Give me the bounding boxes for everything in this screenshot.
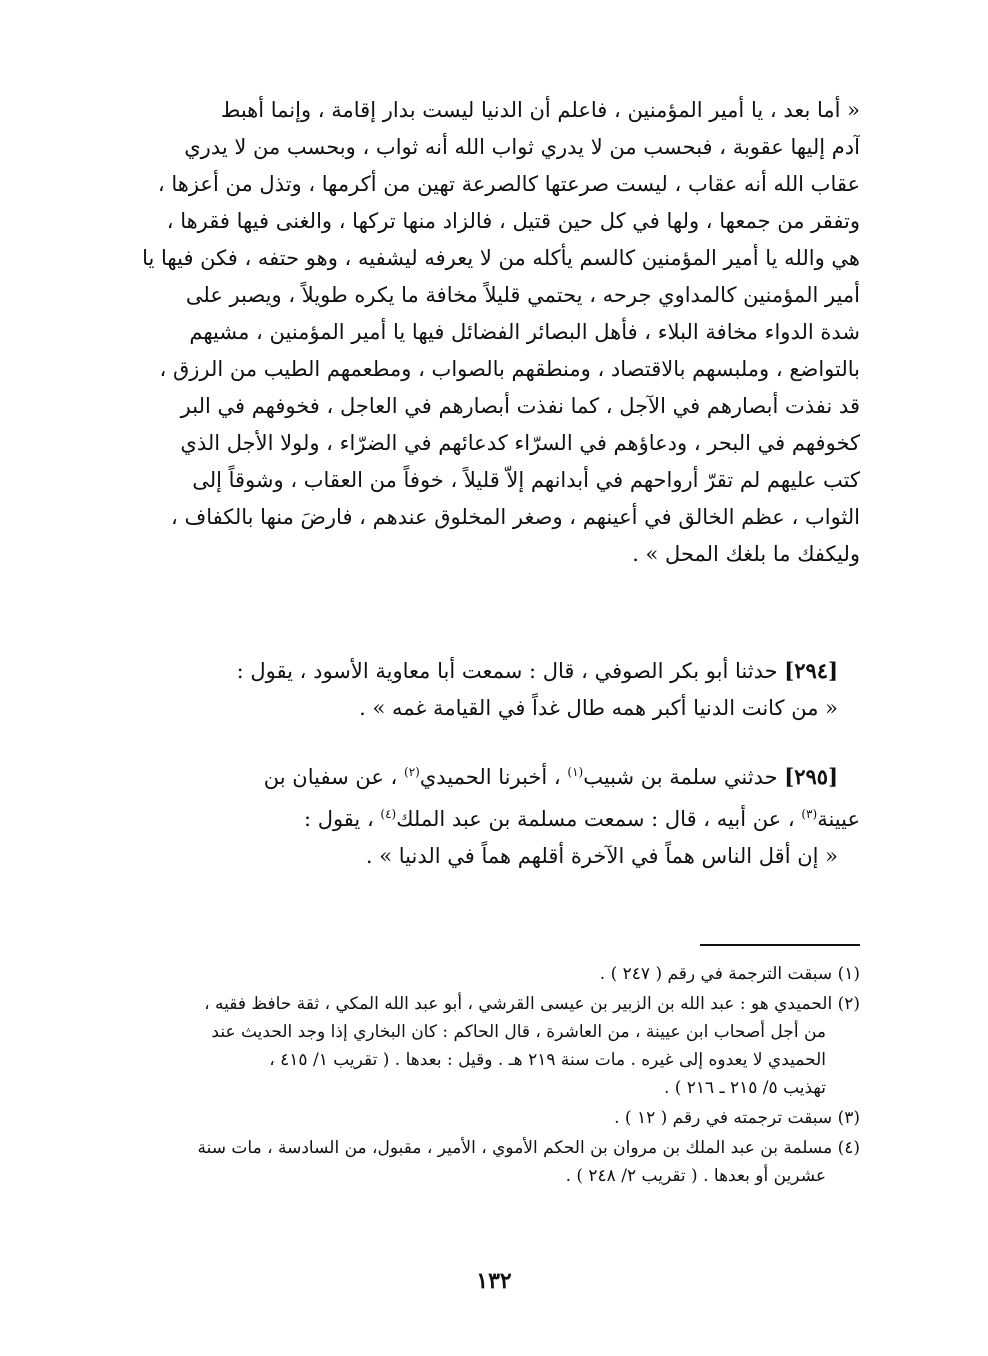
text-line: الثواب ، عظم الخالق في أعينهم ، وصغر المخلوق عندهم ، فارضَ منها بالكفاف ، — [171, 505, 860, 529]
report-295 — [128, 754, 860, 875]
footnote-2-continued: من أجل أصحاب ابن عيينة ، من العاشرة ، قال الحاكم : كان البخاري إذا وجد الحديث عند — [211, 1022, 826, 1042]
report-number: [٢٩٤] — [784, 658, 838, 683]
footnote-4-continued: عشرين أو بعدها . ( تقريب ٢/ ٢٤٨ ) . — [565, 1166, 826, 1186]
text-line: بالتواضع ، وملبسهم بالاقتصاد ، ومنطقهم بالصواب ، ومطعمهم الطيب من الرزق ، — [159, 357, 860, 381]
chain-segment: ، يقول : — [303, 807, 374, 831]
report-quote: « من كانت الدنيا أكبر همه طال غداً في القيامة غمه » . — [359, 696, 838, 720]
footnote-ref[interactable]: (١) — [567, 765, 584, 779]
footnote-2: (٢) الحميدي هو : عبد الله بن الزبير بن عيسى القرشي ، أبو عبد الله المكي ، ثقة حافظ فقيه ، — [204, 994, 860, 1014]
footnote-2-continued: الحميدي لا يعدوه إلى غيره . مات سنة ٢١٩ هـ . وقيل : بعدها . ( تقريب ١/ ٤١٥ ، — [269, 1050, 826, 1070]
chain-segment: ، عن سفيان بن — [263, 765, 398, 789]
footnote-separator — [700, 944, 860, 946]
report-294 — [128, 652, 860, 727]
text-line: كتب عليهم لم تقرّ أرواحهم في أبدانهم إلاّ قليلاً ، خوفاً من العقاب ، وشوقاً إلى — [192, 468, 860, 492]
text-line: هي والله يا أمير المؤمنين كالسم يأكله من لا يعرفه ليشفيه ، وهو حتفه ، فكن فيها يا — [142, 246, 860, 270]
footnote-ref[interactable]: (٢) — [404, 765, 420, 779]
text-line: أمير المؤمنين كالمداوي جرحه ، يحتمي قليلاً مخافة ما يكره طويلاً ، ويصبر على — [185, 283, 860, 307]
report-number: [٢٩٥] — [784, 764, 838, 789]
text-line: وتفقر من جمعها ، ولها في كل حين قتيل ، فالزاد منها تركها ، والغنى فيها فقرها ، — [166, 209, 860, 233]
report-chain-line — [128, 652, 860, 690]
report-quote: « إن أقل الناس هماً في الآخرة أقلهم هماً في الدنيا » . — [365, 844, 838, 868]
text-line: آدم إليها عقوبة ، فبحسب من لا يدري ثواب الله أنه ثواب ، وبحسب من لا يدري — [184, 135, 860, 159]
report-chain-line — [128, 796, 860, 838]
report-chain: حدثنا أبو بكر الصوفي ، قال : سمعت أبا معاوية الأسود ، يقول : — [236, 659, 778, 683]
text-line: عقاب الله أنه عقاب ، ليست صرعتها كالصرعة تهين من أكرمها ، وتذل من أعزها ، — [157, 172, 860, 196]
footnotes — [128, 960, 860, 1190]
footnote-4: (٤) مسلمة بن عبد الملك بن مروان بن الحكم الأموي ، الأمير ، مقبول، من السادسة ، مات سنة — [197, 1138, 860, 1158]
text-line: « أما بعد ، يا أمير المؤمنين ، فاعلم أن الدنيا ليست بدار إقامة ، وإنما أهبط — [220, 98, 860, 122]
page-number: ١٣٢ — [476, 1268, 512, 1294]
footnote-2-continued: تهذيب ٥/ ٢١٥ ـ ٢١٦ ) . — [663, 1078, 826, 1098]
report-chain-line — [128, 754, 860, 796]
text-line: شدة الدواء مخافة البلاء ، فأهل البصائر الفضائل فيها يا أمير المؤمنين ، مشيهم — [189, 320, 860, 344]
text-line: كخوفهم في البحر ، ودعاؤهم في السرّاء كدعائهم في الضرّاء ، ولولا الأجل الذي — [180, 431, 860, 455]
main-paragraph — [128, 92, 860, 573]
text-line: وليكفك ما بلغك المحل » . — [632, 542, 860, 566]
chain-segment: ، أخبرنا الحميدي — [419, 765, 561, 789]
chain-segment: ، عن أبيه ، قال : سمعت مسلمة بن عبد الملك — [396, 807, 795, 831]
footnote-1: (١) سبقت الترجمة في رقم ( ٢٤٧ ) . — [599, 964, 860, 984]
footnote-ref[interactable]: (٤) — [380, 807, 397, 821]
text-line: قد نفذت أبصارهم في الآجل ، كما نفذت أبصارهم في العاجل ، فخوفهم في البر — [180, 394, 860, 418]
footnote-ref[interactable]: (٣) — [801, 807, 818, 821]
chain-segment: عيينة — [817, 807, 860, 831]
chain-segment: حدثني سلمة بن شبيب — [583, 765, 778, 789]
footnote-3: (٣) سبقت ترجمته في رقم ( ١٢ ) . — [614, 1108, 860, 1128]
